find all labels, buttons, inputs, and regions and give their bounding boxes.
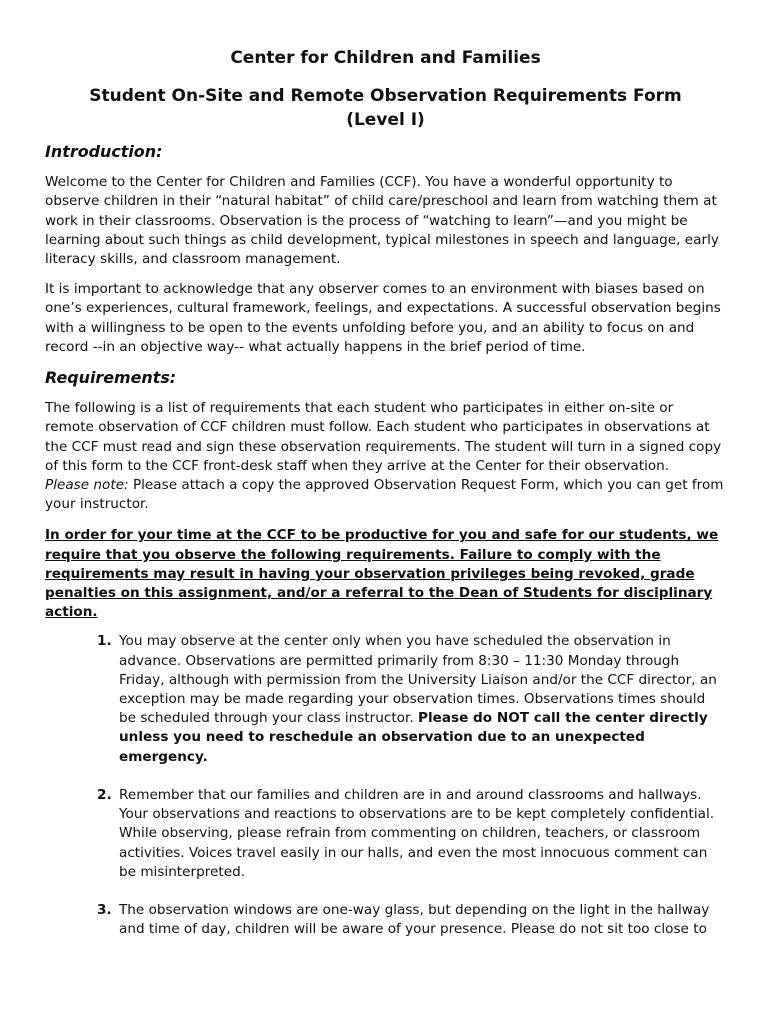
requirements-heading: Requirements: <box>45 368 177 388</box>
list-item <box>45 901 726 939</box>
form-title-line1: Student On-Site and Remote Observation Requirements Form <box>89 86 682 106</box>
item-number: 2. <box>97 786 112 803</box>
org-title: Center for Children and Families <box>230 48 541 68</box>
item-text: The observation windows are one-way glass, but depending on the light in the hallway and time of day, children will be aware of your presence. Please do not sit too close to <box>119 901 710 938</box>
warning-notice: In order for your time at the CCF to be productive for you and safe for our students, we require that you observe the following requirements. Failure to comply with the requirements may result in having your observation privileges being revoked, grade penalties on this assignment, and/or a referral to the Dean of Students for disciplinary action. <box>45 527 719 621</box>
requirements-list <box>45 632 726 939</box>
item-number: 1. <box>97 633 112 650</box>
introduction-paragraph-1: Welcome to the Center for Children and Families (CCF). You have a wonderful opportunity to observe children in their “natural habitat” of child care/preschool and learn from watching them at work in their classrooms. Observation is the process of “watching to learn”—and you might be learning about such things as child development, typical milestones in speech and language, early literacy skills, and classroom management. <box>45 174 719 268</box>
introduction-paragraph-2: It is important to acknowledge that any observer comes to an environment with biases based on one’s experiences, cultural framework, feelings, and expectations. A successful observation begins with a willingness to be open to the events unfolding before you, and an ability to focus on and record --in an objective way-- what actually happens in the brief period of time. <box>45 281 721 355</box>
note-text: Please attach a copy the approved Observation Request Form, which you can get from your instructor. <box>45 477 724 513</box>
requirements-text: The following is a list of requirements that each student who participates in either on-site or remote observation of CCF children must follow. Each student who participates in observations at the CCF must read and sign these observation requirements. The student will turn in a signed copy of this form to the CCF front-desk staff when they arrive at the Center for their observation. <box>45 400 722 474</box>
item-bold-text: Please do NOT call the center directly unless you need to reschedule an observation due to an unexpected emergency. <box>119 710 708 765</box>
list-item <box>45 786 726 882</box>
form-title-line2: (Level I) <box>346 110 425 130</box>
list-item <box>45 632 726 766</box>
item-text: Remember that our families and children are in and around classrooms and hallways. Your observations and reactions to observations are to be kept completely confidential. While observing, please refrain from commenting on children, teachers, or classroom activities. Voices travel easily in our halls, and even the most innocuous comment can be misinterpreted. <box>119 786 715 880</box>
item-text: You may observe at the center only when you have scheduled the observation in advance. Observations are permitted primarily from 8:30 – 11:30 Monday through Friday, although with permission from the University Liaison and/or the CCF director, an exception may be made regarding your observation times. Observations times should be scheduled through your class instructor. <box>119 633 717 727</box>
item-number: 3. <box>97 901 112 918</box>
note-label: Please note: <box>45 477 129 494</box>
introduction-heading: Introduction: <box>45 142 163 161</box>
requirements-paragraph <box>45 399 726 514</box>
